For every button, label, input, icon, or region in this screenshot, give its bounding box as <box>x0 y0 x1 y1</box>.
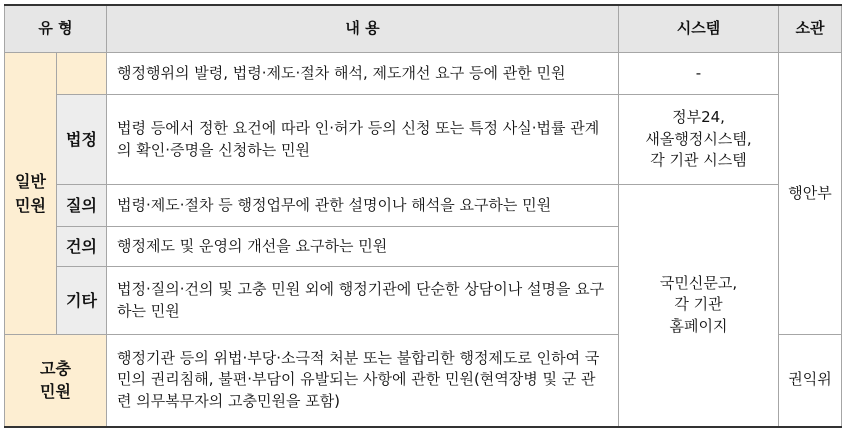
system-portal <box>619 185 779 427</box>
category-grievance-line2: 민원 <box>40 382 71 402</box>
category-grievance <box>5 335 107 427</box>
system-legal-line3: 각 기관 시스템 <box>650 151 747 170</box>
header-system: 시스템 <box>619 5 779 53</box>
table-row <box>5 185 842 227</box>
subtype-proposal: 건의 <box>57 227 107 267</box>
category-general-line2: 민원 <box>15 195 46 215</box>
system-portal-line1: 국민신문고, <box>659 273 738 292</box>
system-legal <box>619 95 779 185</box>
header-content: 내 용 <box>107 5 619 53</box>
category-general-blank <box>57 53 107 95</box>
content-legal: 법령 등에서 정한 요건에 따라 인·허가 등의 신청 또는 특정 사실·법률 관계의 확인·증명을 신청하는 민원 <box>107 95 619 185</box>
content-inquiry: 법령·제도·절차 등 행정업무에 관한 설명이나 해석을 요구하는 민원 <box>107 185 619 227</box>
system-portal-line3: 홈페이지 <box>669 317 728 336</box>
subtype-legal: 법정 <box>57 95 107 185</box>
content-other: 법정·질의·건의 및 고충 민원 외에 행정기관에 단순한 상담이나 설명을 요구하는 민원 <box>107 267 619 335</box>
subtype-inquiry: 질의 <box>57 185 107 227</box>
table-row <box>5 95 842 185</box>
category-general <box>5 53 57 335</box>
civil-petition-table-wrapper <box>4 4 842 428</box>
system-legal-line1: 정부24, <box>672 107 725 126</box>
jurisdiction-mois: 행안부 <box>779 53 842 335</box>
category-grievance-line1: 고충 <box>40 359 71 379</box>
civil-petition-type-table <box>4 4 842 428</box>
content-general-top: 행정행위의 발령, 법령·제도·절차 해석, 제도개선 요구 등에 관한 민원 <box>107 53 619 95</box>
jurisdiction-acrc: 권익위 <box>779 335 842 427</box>
system-general-top: - <box>619 53 779 95</box>
table-header-row <box>5 5 842 53</box>
table-row <box>5 53 842 95</box>
system-portal-line2: 각 기관 <box>674 295 723 314</box>
header-type: 유 형 <box>5 5 107 53</box>
subtype-other: 기타 <box>57 267 107 335</box>
content-grievance: 행정기관 등의 위법·부당·소극적 처분 또는 불합리한 행정제도로 인하여 국민의 권리침해, 불편·부담이 유발되는 사항에 관한 민원(현역장병 및 군 관련 의무복무자의 고충민원을 포함) <box>107 335 619 427</box>
header-jurisdiction: 소관 <box>779 5 842 53</box>
content-proposal: 행정제도 및 운영의 개선을 요구하는 민원 <box>107 227 619 267</box>
system-legal-line2: 새올행정시스템, <box>645 129 752 148</box>
category-general-line1: 일반 <box>15 172 46 192</box>
